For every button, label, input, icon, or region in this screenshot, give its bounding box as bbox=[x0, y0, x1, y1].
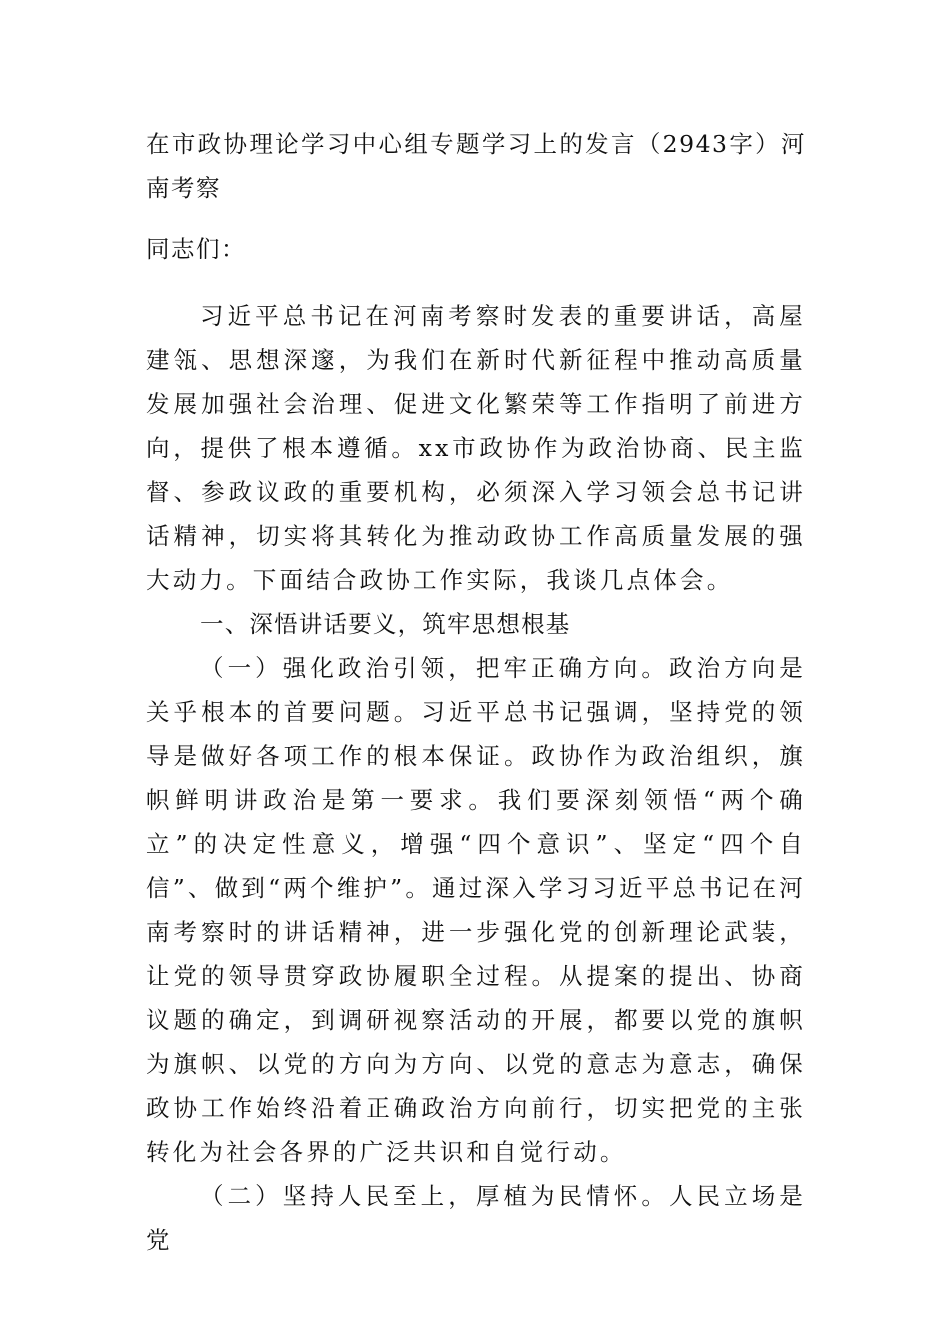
document-title: 在市政协理论学习中心组专题学习上的发言（2943字）河南考察 bbox=[146, 130, 806, 202]
paragraph-2: （二）坚持人民至上，厚植为民情怀。人民立场是党 bbox=[146, 1182, 806, 1254]
salutation: 同志们： bbox=[146, 235, 246, 263]
paragraph-1: （一）强化政治引领，把牢正确方向。政治方向是关乎根本的首要问题。习近平总书记强调，坚持党的领导是做好各项工作的根本保证。政协作为政治组织，旗帜鲜明讲政治是第一要求。我们要深刻领悟“两个确立”的决定性意义，增强“四个意识”、坚定“四个自信”、做到“两个维护”。通过深入学习习近平总书记在河南考察时的讲话精神，进一步强化党的创新理论武装，让党的领导贯穿政协履职全过程。从提案的提出、协商议题的确定，到调研视察活动的开展，都要以党的旗帜为旗帜、以党的方向为方向、以党的意志为意志，确保政协工作始终沿着正确政治方向前行，切实把党的主张转化为社会各界的广泛共识和自觉行动。 bbox=[146, 654, 806, 1166]
document-body bbox=[146, 294, 806, 1262]
section-heading: 一、深悟讲话要义，筑牢思想根基 bbox=[200, 610, 571, 638]
intro-paragraph: 习近平总书记在河南考察时发表的重要讲话，高屋建瓴、思想深邃，为我们在新时代新征程中推动高质量发展加强社会治理、促进文化繁荣等工作指明了前进方向，提供了根本遵循。xx市政协作为政治协商、民主监督、参政议政的重要机构，必须深入学习领会总书记讲话精神，切实将其转化为推动政协工作高质量发展的强大动力。下面结合政协工作实际，我谈几点体会。 bbox=[146, 302, 806, 594]
